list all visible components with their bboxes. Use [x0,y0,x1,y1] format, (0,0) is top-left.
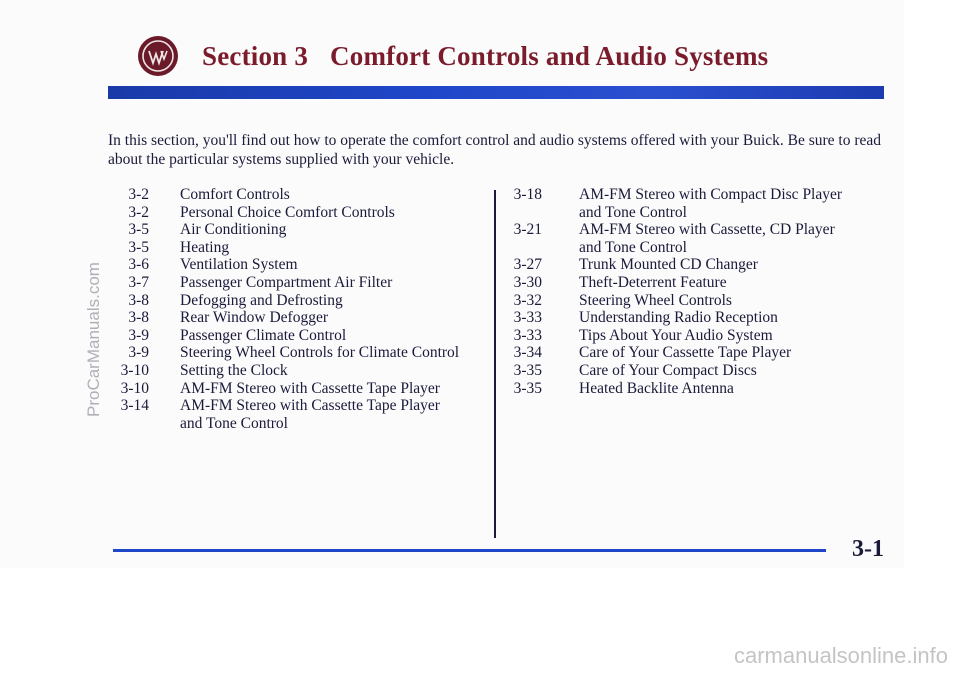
toc-entry[interactable] [108,274,478,292]
toc-entry-continuation: and Tone Control [579,238,687,256]
toc-entry[interactable] [108,204,478,222]
section-header [138,34,768,78]
toc-entry-title: Heated Backlite Antenna [579,379,734,397]
toc-entry[interactable] [507,186,887,221]
page-number: 3-1 [852,536,884,562]
toc-entry[interactable] [108,309,478,327]
site-watermark: carmanualsonline.info [733,643,948,668]
toc-entry-continuation: and Tone Control [180,414,288,432]
toc-entry-label [180,256,478,274]
toc-entry-title: Heating [180,238,230,256]
toc-page-number: 3-18 [513,186,542,203]
toc-entry-label [579,344,887,362]
toc-page-number: 3-8 [128,309,149,327]
toc-entry[interactable] [507,221,887,256]
toc-page-number: 3-7 [128,273,149,291]
toc-page-number: 3-33 [513,326,542,344]
toc-entry-label [180,221,478,239]
toc-entry-label [579,186,887,221]
toc-page-number: 3-32 [513,291,542,309]
toc-entry[interactable] [108,344,478,362]
toc-entry-title: Personal Choice Comfort Controls [180,203,395,221]
footer-rule [113,549,826,552]
toc-entry[interactable] [108,327,478,345]
toc-left-column [108,186,478,432]
toc-entry-title: AM-FM Stereo with Cassette Tape Player [180,397,440,415]
toc-entry[interactable] [507,274,887,292]
toc-page-number: 3-2 [128,203,149,221]
toc-entry-label [579,274,887,292]
toc-entry[interactable] [507,292,887,310]
toc-entry[interactable] [108,362,478,380]
toc-entry-label [579,380,887,398]
section-title: Comfort Controls and Audio Systems [330,40,769,71]
toc-page-number: 3-35 [513,379,542,397]
column-divider [494,190,496,538]
toc-entry[interactable] [108,380,478,398]
toc-page-number: 3-5 [128,221,149,239]
toc-entry-title: Trunk Mounted CD Changer [579,256,758,274]
side-watermark: ProCarManuals.com [84,262,103,418]
toc-entry[interactable] [108,397,478,432]
toc-entry-title: Steering Wheel Controls [579,291,732,309]
toc-entry-label [180,274,478,292]
toc-page-number: 3-9 [128,326,149,344]
intro-paragraph: In this section, you'll find out how to operate the comfort control and audio systems offered with your Buick. Be sure to read about the particular systems supplied with your vehicle. [108,132,882,168]
toc-entry-label [180,380,478,398]
toc-entry-continuation: and Tone Control [579,203,687,221]
toc-entry-label [180,362,478,380]
toc-page-number: 3-5 [128,238,149,256]
toc-entry-title: Rear Window Defogger [180,309,329,327]
toc-right-column [507,186,887,397]
toc-entry-label [180,204,478,222]
toc-entry-label [180,292,478,310]
toc-entry-label [579,362,887,380]
toc-entry-title: Air Conditioning [180,221,287,239]
toc-entry-title: AM-FM Stereo with Cassette, CD Player [579,221,835,239]
toc-page-number: 3-9 [128,344,149,362]
toc-entry-label [579,309,887,327]
toc-entry-label [180,327,478,345]
toc-page-number: 3-2 [128,186,149,203]
toc-entry-label [180,186,478,204]
toc-entry[interactable] [507,327,887,345]
toc-entry-label [180,397,478,432]
toc-page-number: 3-21 [513,221,542,239]
toc-page-number: 3-33 [513,309,542,327]
toc-entry-label [579,327,887,345]
toc-entry[interactable] [108,256,478,274]
toc-entry-label [180,239,478,257]
page-title [202,41,768,72]
toc-entry-title: Steering Wheel Controls for Climate Control [180,344,460,362]
toc-entry-label [579,292,887,310]
toc-page-number: 3-14 [120,397,149,415]
toc-entry[interactable] [507,344,887,362]
toc-entry[interactable] [507,256,887,274]
toc-entry-label [579,256,887,274]
toc-entry-title: Understanding Radio Reception [579,309,778,327]
section-number: Section 3 [202,40,309,71]
toc-entry-title: Tips About Your Audio System [579,326,773,344]
buick-emblem-icon [138,36,178,76]
toc-entry-title: Theft-Deterrent Feature [579,273,727,291]
toc-page-number: 3-8 [128,291,149,309]
toc-entry-title: Passenger Climate Control [180,326,347,344]
toc-entry-title: Setting the Clock [180,361,288,379]
toc-page-number: 3-10 [120,379,149,397]
toc-entry-label [180,344,478,362]
toc-entry[interactable] [108,186,478,204]
toc-entry-title: Ventilation System [180,256,298,274]
toc-entry-title: Care of Your Cassette Tape Player [579,344,792,362]
toc-entry[interactable] [507,362,887,380]
toc-page-number: 3-34 [513,344,542,362]
toc-entry[interactable] [108,239,478,257]
toc-entry[interactable] [507,380,887,398]
toc-page-number: 3-30 [513,273,542,291]
toc-page-number: 3-6 [128,256,149,274]
toc-entry[interactable] [507,309,887,327]
toc-entry-label [180,309,478,327]
toc-entry-title: Comfort Controls [180,186,290,203]
toc-entry-title: AM-FM Stereo with Compact Disc Player [579,186,843,203]
toc-entry[interactable] [108,292,478,310]
toc-page-number: 3-27 [513,256,542,274]
toc-entry-title: Care of Your Compact Discs [579,361,757,379]
header-bar [108,86,884,99]
toc-entry[interactable] [108,221,478,239]
toc-entry-title: Passenger Compartment Air Filter [180,273,393,291]
toc-entry-label [579,221,887,256]
toc-entry-title: Defogging and Defrosting [180,291,343,309]
toc-page-number: 3-10 [120,361,149,379]
toc-entry-title: AM-FM Stereo with Cassette Tape Player [180,379,440,397]
toc-page-number: 3-35 [513,361,542,379]
